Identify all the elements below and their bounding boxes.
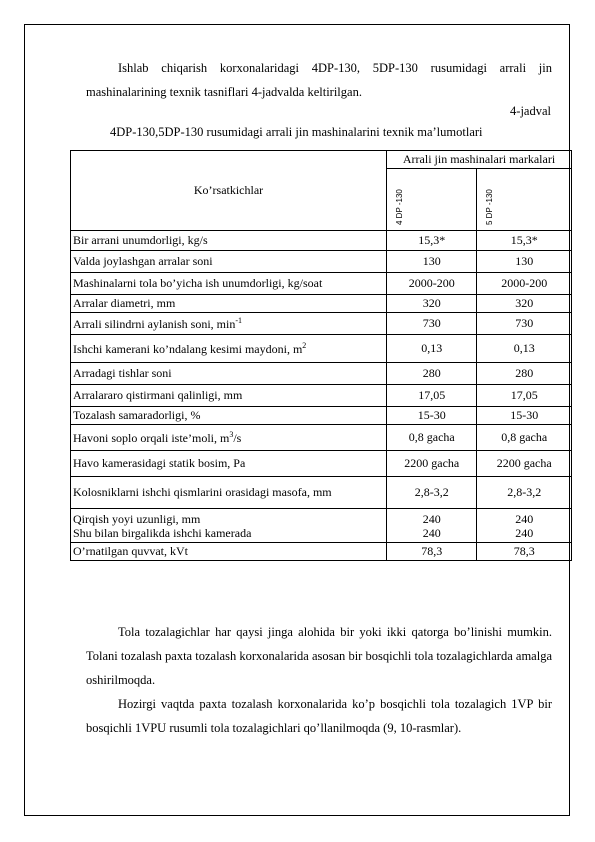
- model-label-4dp: 4 DP -130: [395, 189, 405, 225]
- param-cell: Arrali silindrni aylanish soni, $\min^{-1}$: [71, 313, 387, 335]
- paragraph-2: Tola tozalagichlar har qaysi jinga alohida bir yoki ikki qatorga bo’linishi mumkin. Tolani tozalash paxta tozalash korxonalarida asosan bir bosqichli tola tozalagichlarda amalga oshirilmoqda.: [86, 625, 552, 687]
- value-4dp-cell: 280: [387, 363, 477, 385]
- param-cell: Tozalash samaradorligi, %: [71, 407, 387, 425]
- param-cell: Arralararo qistirmani qalinligi, mm: [71, 385, 387, 407]
- param-cell: Arradagi tishlar soni: [71, 363, 387, 385]
- value-5dp-cell: 0,8 gacha: [477, 425, 572, 451]
- value-4dp-cell: 78,3: [387, 543, 477, 561]
- value-4dp-cell: 2,8-3,2: [387, 477, 477, 509]
- param-cell: Valda joylashgan arralar soni: [71, 251, 387, 273]
- table-row: [71, 543, 572, 561]
- table-caption: 4DP-130,5DP-130 rusumidagi arrali jin mashinalarini texnik ma’lumotlari: [110, 125, 483, 139]
- model-label-5dp: 5 DP -130: [485, 189, 495, 225]
- value-4dp-cell: 17,05: [387, 385, 477, 407]
- intro-paragraph: Ishlab chiqarish korxonalaridagi 4DP-130, 5DP-130 rusumidagi arrali jin mashinalarining texnik tasniflari 4-jadvalda keltirilgan.: [86, 61, 552, 99]
- table-row: [71, 231, 572, 251]
- table-row: [71, 509, 572, 543]
- model-header-5dp: [477, 169, 572, 231]
- value-4dp-cell: 0,8 gacha: [387, 425, 477, 451]
- value-4dp-cell: 15-30: [387, 407, 477, 425]
- value-4dp-cell: 15,3*: [387, 231, 477, 251]
- table-row: [71, 451, 572, 477]
- table-row: [71, 477, 572, 509]
- value-4dp-cell: 130: [387, 251, 477, 273]
- value-5dp-cell: 17,05: [477, 385, 572, 407]
- value-5dp-cell: 320: [477, 295, 572, 313]
- paragraph-3: Hozirgi vaqtda paxta tozalash korxonalarida ko’p bosqichli tola tozalagich 1VP bir bosqichli 1VPU rusumli tola tozalagichlari qo’llanilmoqda (9, 10-rasmlar).: [86, 697, 552, 735]
- value-4dp-cell: 240 240: [387, 509, 477, 543]
- param-cell: Ishchi kamerani ko’ndalang kesimi maydoni, $m^2$: [71, 335, 387, 363]
- param-cell: Qirqish yoyi uzunligi, mm Shu bilan birgalikda ishchi kamerada: [71, 509, 387, 543]
- param-cell: Havo kamerasidagi statik bosim, Pa: [71, 451, 387, 477]
- table-row: [71, 251, 572, 273]
- value-5dp-cell: 2,8-3,2: [477, 477, 572, 509]
- param-cell: Kolosniklarni ishchi qismlarini orasidagi masofa, mm: [71, 477, 387, 509]
- param-cell: Havoni soplo orqali iste’moli, $m^3/s$: [71, 425, 387, 451]
- value-4dp-cell: 0,13: [387, 335, 477, 363]
- model-header-4dp: [387, 169, 477, 231]
- table-row: [71, 407, 572, 425]
- value-5dp-cell: 2000-200: [477, 273, 572, 295]
- value-5dp-cell: 0,13: [477, 335, 572, 363]
- value-5dp-cell: 15,3*: [477, 231, 572, 251]
- spec-table: [70, 150, 572, 561]
- table-row: [71, 313, 572, 335]
- value-5dp-cell: 130: [477, 251, 572, 273]
- param-cell: Arralar diametri, mm: [71, 295, 387, 313]
- value-5dp-cell: 730: [477, 313, 572, 335]
- table-row: [71, 425, 572, 451]
- col-header-param: Ko’rsatkichlar: [71, 151, 387, 231]
- param-cell: O’rnatilgan quvvat, kVt: [71, 543, 387, 561]
- table-row: [71, 273, 572, 295]
- value-4dp-cell: 2200 gacha: [387, 451, 477, 477]
- value-5dp-cell: 240 240: [477, 509, 572, 543]
- table-row: [71, 385, 572, 407]
- value-5dp-cell: 78,3: [477, 543, 572, 561]
- param-cell: Mashinalarni tola bo’yicha ish unumdorligi, kg/soat: [71, 273, 387, 295]
- value-5dp-cell: 2200 gacha: [477, 451, 572, 477]
- table-row: [71, 295, 572, 313]
- table-row: [71, 335, 572, 363]
- value-5dp-cell: 280: [477, 363, 572, 385]
- value-4dp-cell: 2000-200: [387, 273, 477, 295]
- col-header-group: Arrali jin mashinalari markalari: [387, 151, 572, 169]
- value-4dp-cell: 320: [387, 295, 477, 313]
- value-5dp-cell: 15-30: [477, 407, 572, 425]
- table-number: 4-jadval: [510, 104, 551, 118]
- value-4dp-cell: 730: [387, 313, 477, 335]
- table-row: [71, 363, 572, 385]
- param-cell: Bir arrani unumdorligi, kg/s: [71, 231, 387, 251]
